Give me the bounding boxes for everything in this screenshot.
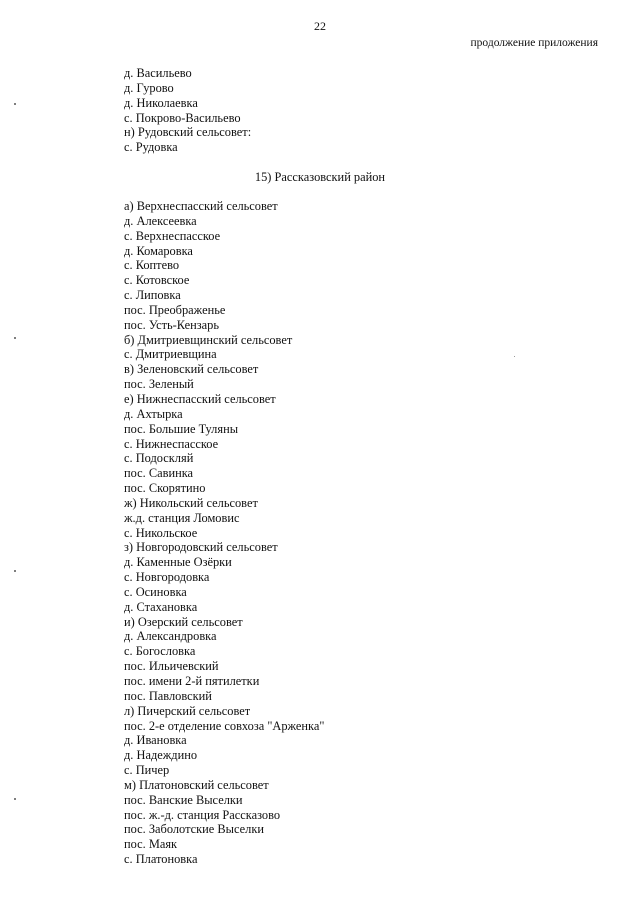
list-item: пос. Ильичевский <box>124 659 219 674</box>
district-settlement-list <box>124 199 324 867</box>
list-item: д. Надеждино <box>124 748 198 763</box>
list-item: з) Новгородовский сельсовет <box>124 540 278 555</box>
list-item: с. Никольское <box>124 525 198 540</box>
list-item: в) Зеленовский сельсовет <box>124 362 259 377</box>
list-item: ж.д. станция Ломовис <box>124 510 240 525</box>
list-item: д. Васильево <box>124 66 192 80</box>
list-item: а) Верхнеспасский сельсовет <box>124 199 278 213</box>
list-item: с. Осиновка <box>124 584 187 599</box>
list-item: с. Платоновка <box>124 852 198 867</box>
list-item: пос. ж.-д. станция Рассказово <box>124 807 281 822</box>
list-item: д. Каменные Озёрки <box>124 555 232 570</box>
list-item: с. Пичер <box>124 763 170 778</box>
margin-mark <box>14 798 16 800</box>
list-item: д. Гурово <box>124 80 174 95</box>
list-item: с. Покрово-Васильево <box>124 110 241 125</box>
scan-speck <box>514 356 515 357</box>
list-item: пос. Усть-Кензарь <box>124 317 219 332</box>
list-item: с. Дмитриевщина <box>124 347 217 362</box>
list-item: ж) Никольский сельсовет <box>124 495 258 510</box>
list-item: с. Нижнеспасское <box>124 436 219 451</box>
list-item: пос. Павловский <box>124 688 212 703</box>
list-item: н) Рудовский сельсовет: <box>124 125 252 140</box>
margin-mark <box>14 570 16 572</box>
list-item: д. Николаевка <box>124 95 198 110</box>
list-item: пос. 2-е отделение совхоза "Арженка" <box>124 718 325 733</box>
list-item: пос. имени 2-й пятилетки <box>124 674 260 688</box>
list-item: д. Ивановка <box>124 733 187 748</box>
list-item: м) Платоновский сельсовет <box>124 777 269 792</box>
list-item: с. Липовка <box>124 288 181 303</box>
list-item: пос. Большие Туляны <box>124 421 239 436</box>
top-settlement-list <box>124 66 251 155</box>
page-number: 22 <box>314 19 326 33</box>
list-item: пос. Преображенье <box>124 302 226 317</box>
list-item: пос. Маяк <box>124 837 178 852</box>
list-item: б) Дмитриевщинский сельсовет <box>124 332 293 347</box>
list-item: с. Верхнеспасское <box>124 228 221 243</box>
list-item: л) Пичерский сельсовет <box>124 703 251 718</box>
list-item: с. Коптево <box>124 258 180 273</box>
list-item: с. Подоскляй <box>124 451 194 466</box>
list-item: д. Александровка <box>124 629 217 644</box>
list-item: пос. Заболотские Выселки <box>124 822 264 837</box>
list-item: д. Ахтырка <box>124 406 183 421</box>
list-item: д. Комаровка <box>124 243 193 258</box>
section-heading: 15) Рассказовский район <box>254 170 386 184</box>
list-item: с. Новгородовка <box>124 570 210 585</box>
margin-mark <box>14 337 16 339</box>
list-item: пос. Савинка <box>124 466 194 481</box>
list-item: пос. Ванские Выселки <box>124 792 243 807</box>
list-item: е) Нижнеспасский сельсовет <box>124 391 276 406</box>
list-item: с. Богословка <box>124 644 196 659</box>
list-item: д. Алексеевка <box>124 213 197 228</box>
list-item: и) Озерский сельсовет <box>124 614 243 629</box>
continuation-note: продолжение приложения <box>470 37 598 49</box>
list-item: пос. Зеленый <box>124 377 194 392</box>
list-item: с. Рудовка <box>124 140 178 155</box>
list-item: пос. Скорятино <box>124 481 206 496</box>
list-item: д. Стахановка <box>124 599 198 614</box>
margin-mark <box>14 103 16 105</box>
list-item: с. Котовское <box>124 273 190 288</box>
